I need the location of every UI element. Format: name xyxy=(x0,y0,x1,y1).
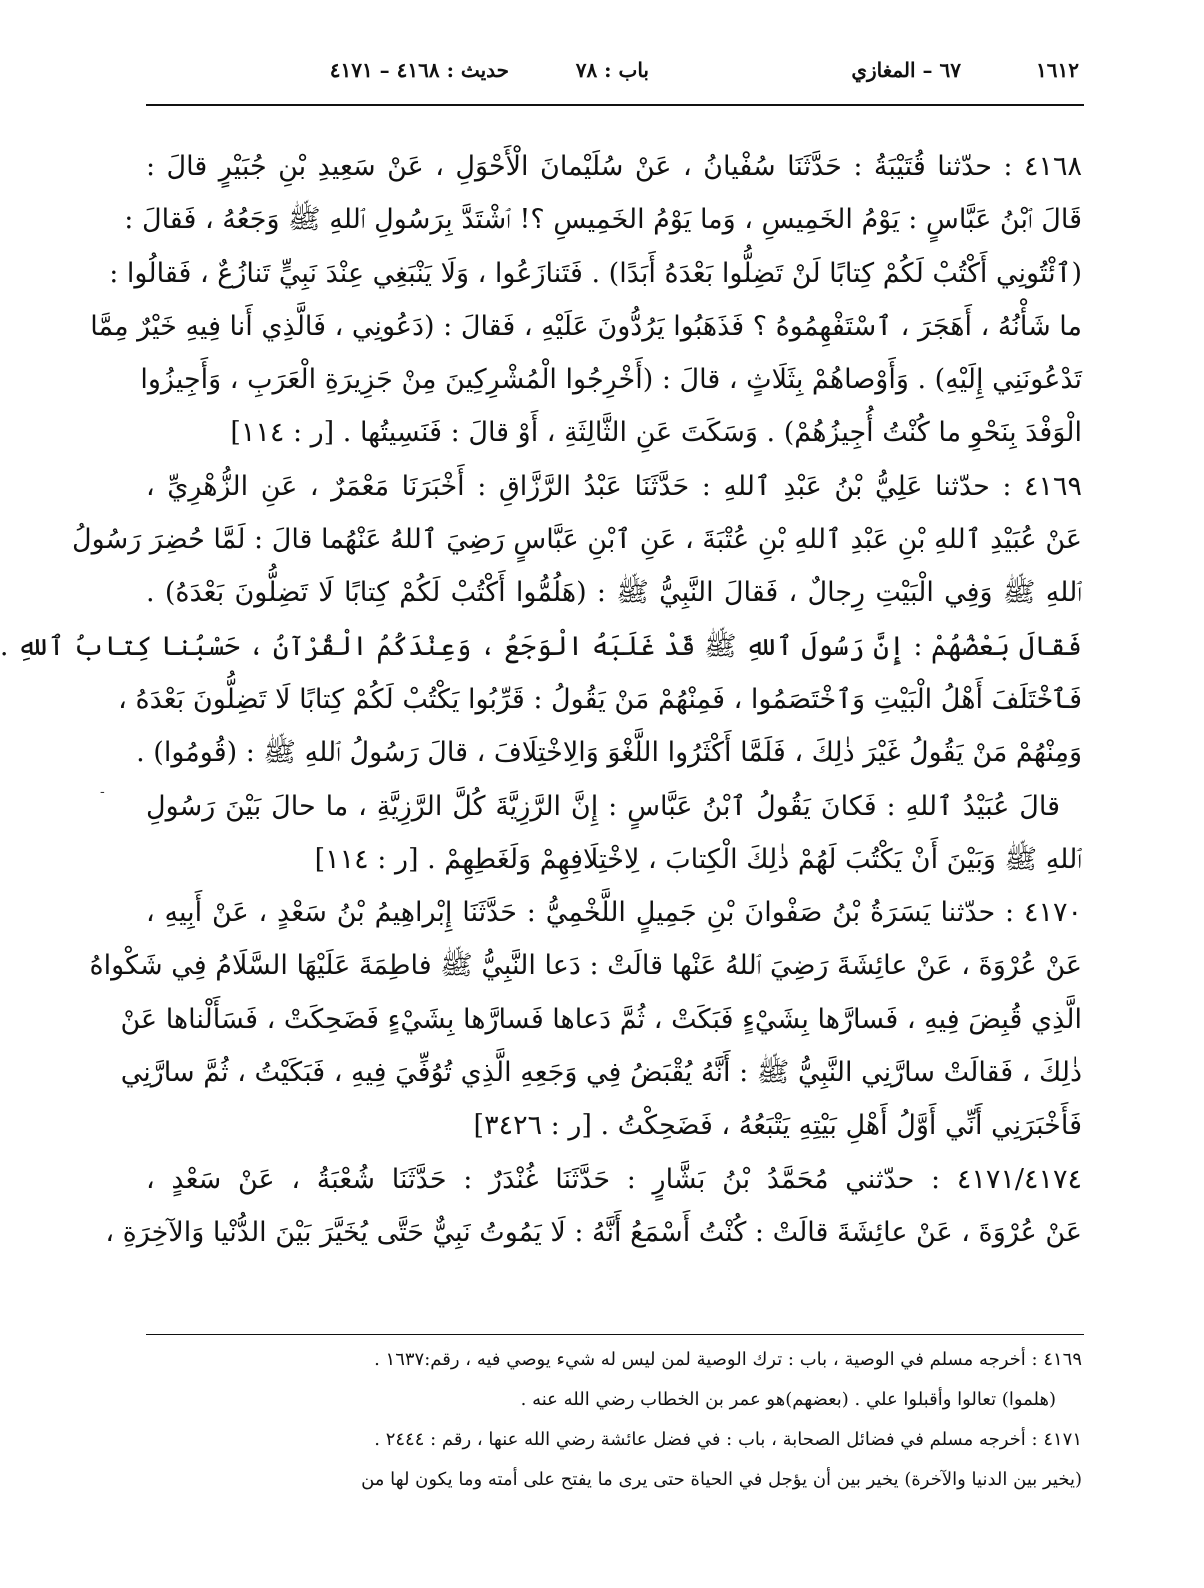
margin-mark: - xyxy=(100,784,105,800)
text-line: قَالَ ٱبْنُ عَبَّاسٍ : يَوْمُ الخَمِيسِ ، وَما يَوْمُ الخَمِيسِ ؟! ٱشْتَدَّ بِرَسُولِ ٱللهِ ﷺ وَجَعُهُ ، فَقالَ : xyxy=(124,204,1082,236)
text-line: عَنْ عُرْوَةَ ، عَنْ عائِشَةَ رَضِيَ ٱللهُ عَنْها قالَتْ : دَعا النَّبِيُّ ﷺ فاطِمَةَ عَلَيْهَا السَّلَامُ فِي شَكْواهُ xyxy=(89,950,1082,982)
footnote-4171-gloss: (يخير بين الدنيا والآخرة) يخير بين أن يؤجل في الحياة حتى يرى ما يفتح على أمته وما يكون لها من xyxy=(361,1469,1082,1490)
footnote-4169-gloss: (هلموا) تعالوا وأقبلوا علي . (بعضهم)هو عمر بن الخطاب رضي الله عنه . xyxy=(520,1389,1056,1410)
text-line: ٱللهِ ﷺ وَبَيْنَ أَنْ يَكْتُبَ لَهُمْ ذٰلِكَ الْكِتابَ ، لِاخْتِلَافِهِمْ وَلَغَطِهِمْ . [ر : ١١٤] xyxy=(314,843,1082,875)
footnote-4169: ٤١٦٩ : أخرجه مسلم في الوصية ، باب : ترك الوصية لمن ليس له شيء يوصي فيه ، رقم:١٦٣٧ . xyxy=(374,1349,1082,1370)
text-line: فَأَخْبَرَنِي أَنِّي أَوَّلُ أَهْلِ بَيْتِهِ يَتْبَعُهُ ، فَضَحِكْتُ . [ر : ٣٤٢٦] xyxy=(473,1110,1082,1142)
text-line: فَٱخْتَلَفَ أَهْلُ الْبَيْتِ وَٱخْتَصَمُوا ، فَمِنْهُمْ مَنْ يَقُولُ : قَرِّبُوا يَكْتُبْ لَكُمْ كِتابًا لَا تَضِلُّونَ بَعْدَهُ ، xyxy=(118,683,1082,715)
text-line: قالَ عُبَيْدُ ٱللهِ : فَكانَ يَقُولُ ٱبْنُ عَبَّاسٍ : إِنَّ الرَّزِيَّةَ كُلَّ الرَّزِيَّةِ ، ما حالَ بَيْنَ رَسُولِ xyxy=(146,790,1060,822)
header-divider xyxy=(146,104,1084,106)
text-line: الْوَفْدَ بِنَحْوِ ما كُنْتُ أُجِيزُهُمْ) . وَسَكَتَ عَنِ الثَّالِثَةِ ، أَوْ قالَ : فَنَسِيتُها . [ر : ١١٤] xyxy=(230,417,1082,449)
text-line-hadith-4169: ٤١٦٩ : حدّثنا عَلِيُّ بْنُ عَبْدِ ٱللهِ : حَدَّثَنَا عَبْدُ الرَّزَّاقِ : أَخْبَرَنَا مَعْمَرٌ ، عَنِ الزُّهْرِيِّ ، xyxy=(146,470,1082,502)
text-line: الَّذِي قُبِضَ فِيهِ ، فَسارَّها بِشَيْءٍ فَبَكَتْ ، ثُمَّ دَعاها فَسارَّها بِشَيْءٍ فَضَحِكَتْ ، فَسَأَلْناها عَنْ xyxy=(120,1003,1082,1035)
text-line: ٱللهِ ﷺ وَفِي الْبَيْتِ رِجالٌ ، فَقالَ النَّبِيُّ ﷺ : (هَلُمُّوا أَكْتُبْ لَكُمْ كِتابًا لَا تَضِلُّونَ بَعْدَهُ) . xyxy=(146,577,1082,609)
text-line-hadith-4171: ٤١٧١/٤١٧٤ : حدّثني مُحَمَّدُ بْنُ بَشَّارٍ : حَدَّثَنَا غُنْدَرٌ : حَدَّثَنَا شُعْبَةُ ، عَنْ سَعْدٍ ، xyxy=(146,1163,1082,1195)
text-line: عَنْ عُبَيْدِ ٱللهِ بْنِ عَبْدِ ٱللهِ بْنِ عُتْبَةَ ، عَنِ ٱبْنِ عَبَّاسٍ رَضِيَ ٱللهُ عَنْهُما قالَ : لَمَّا حُضِرَ رَسُولُ xyxy=(72,524,1082,556)
chapter-title: ٦٧ – المغازي xyxy=(851,58,961,82)
bab-number: باب : ٧٨ xyxy=(575,58,649,82)
text-line-hadith-4170: ٤١٧٠ : حدّثنا يَسَرَةُ بْنُ صَفْوانَ بْنِ جَمِيلٍ اللَّخْمِيُّ : حَدَّثَنَا إِبْراهِيمُ بْنُ سَعْدٍ ، عَنْ أَبِيهِ ، xyxy=(146,897,1082,929)
hadith-range: حديث : ٤١٦٨ – ٤١٧١ xyxy=(329,58,509,82)
text-line: ذٰلِكَ ، فَقالَتْ سارَّنِي النَّبِيُّ ﷺ : أَنَّهُ يُقْبَضُ فِي وَجَعِهِ الَّذِي تُوُفِّيَ فِيهِ ، فَبَكَيْتُ ، ثُمَّ سارَّنِي xyxy=(120,1057,1082,1089)
main-text xyxy=(0,140,1082,1259)
page-number: ١٦١٢ xyxy=(1036,58,1079,82)
text-line-hadith-4168: ٤١٦٨ : حدّثنا قُتَيْبَةُ : حَدَّثَنَا سُفْيانُ ، عَنْ سُلَيْمانَ الْأَحْوَلِ ، عَنْ سَعِيدِ بْنِ جُبَيْرٍ قالَ : xyxy=(146,151,1082,182)
text-line: وَمِنْهُمْ مَنْ يَقُولُ غَيْرَ ذٰلِكَ ، فَلَمَّا أَكْثَرُوا اللَّغْوَ وَالِاخْتِلَافَ ، قالَ رَسُولُ ٱللهِ ﷺ : (قُومُوا) . xyxy=(136,737,1082,769)
text-line: فَقالَ بَعْضُهُمْ : إِنَّ رَسُولَ ٱللهِ ﷺ قَدْ غَلَبَهُ الْوَجَعُ ، وَعِنْدَكُمُ الْقُرْآنُ ، حَسْبُنا كِتابُ ٱللهِ . xyxy=(0,630,1082,662)
text-line: ما شَأْنُهُ ، أَهَجَرَ ، ٱسْتَفْهِمُوهُ ؟ فَذَهَبُوا يَرُدُّونَ عَلَيْهِ ، فَقالَ : (دَعُونِي ، فَالَّذِي أَنا فِيهِ خَيْرٌ مِمَّا xyxy=(90,310,1082,342)
text-line: (ٱئْتُونِي أَكْتُبْ لَكُمْ كِتابًا لَنْ تَضِلُّوا بَعْدَهُ أَبَدًا) . فَتَنازَعُوا ، وَلَا يَنْبَغِي عِنْدَ نَبِيٍّ تَنازُعٌ ، فَقالُوا : xyxy=(109,257,1082,289)
footnotes xyxy=(146,1340,1082,1500)
text-line: تَدْعُونَنِي إِلَيْهِ) . وَأَوْصاهُمْ بِثَلَاثٍ ، قالَ : (أَخْرِجُوا الْمُشْرِكِينَ مِنْ جَزِيرَةِ الْعَرَبِ ، وَأَجِيزُوا xyxy=(140,364,1082,396)
footnote-divider xyxy=(146,1334,1084,1335)
running-header xyxy=(284,58,1079,90)
footnote-4171: ٤١٧١ : أخرجه مسلم في فضائل الصحابة ، باب : في فضل عائشة رضي الله عنها ، رقم : ٢٤٤٤ . xyxy=(374,1429,1082,1450)
text-line: عَنْ عُرْوَةَ ، عَنْ عائِشَةَ قالَتْ : كُنْتُ أَسْمَعُ أَنَّهُ : لَا يَمُوتُ نَبِيٌّ حَتَّى يُخَيَّرَ بَيْنَ الدُّنْيا وَالآخِرَةِ ، xyxy=(105,1216,1082,1248)
